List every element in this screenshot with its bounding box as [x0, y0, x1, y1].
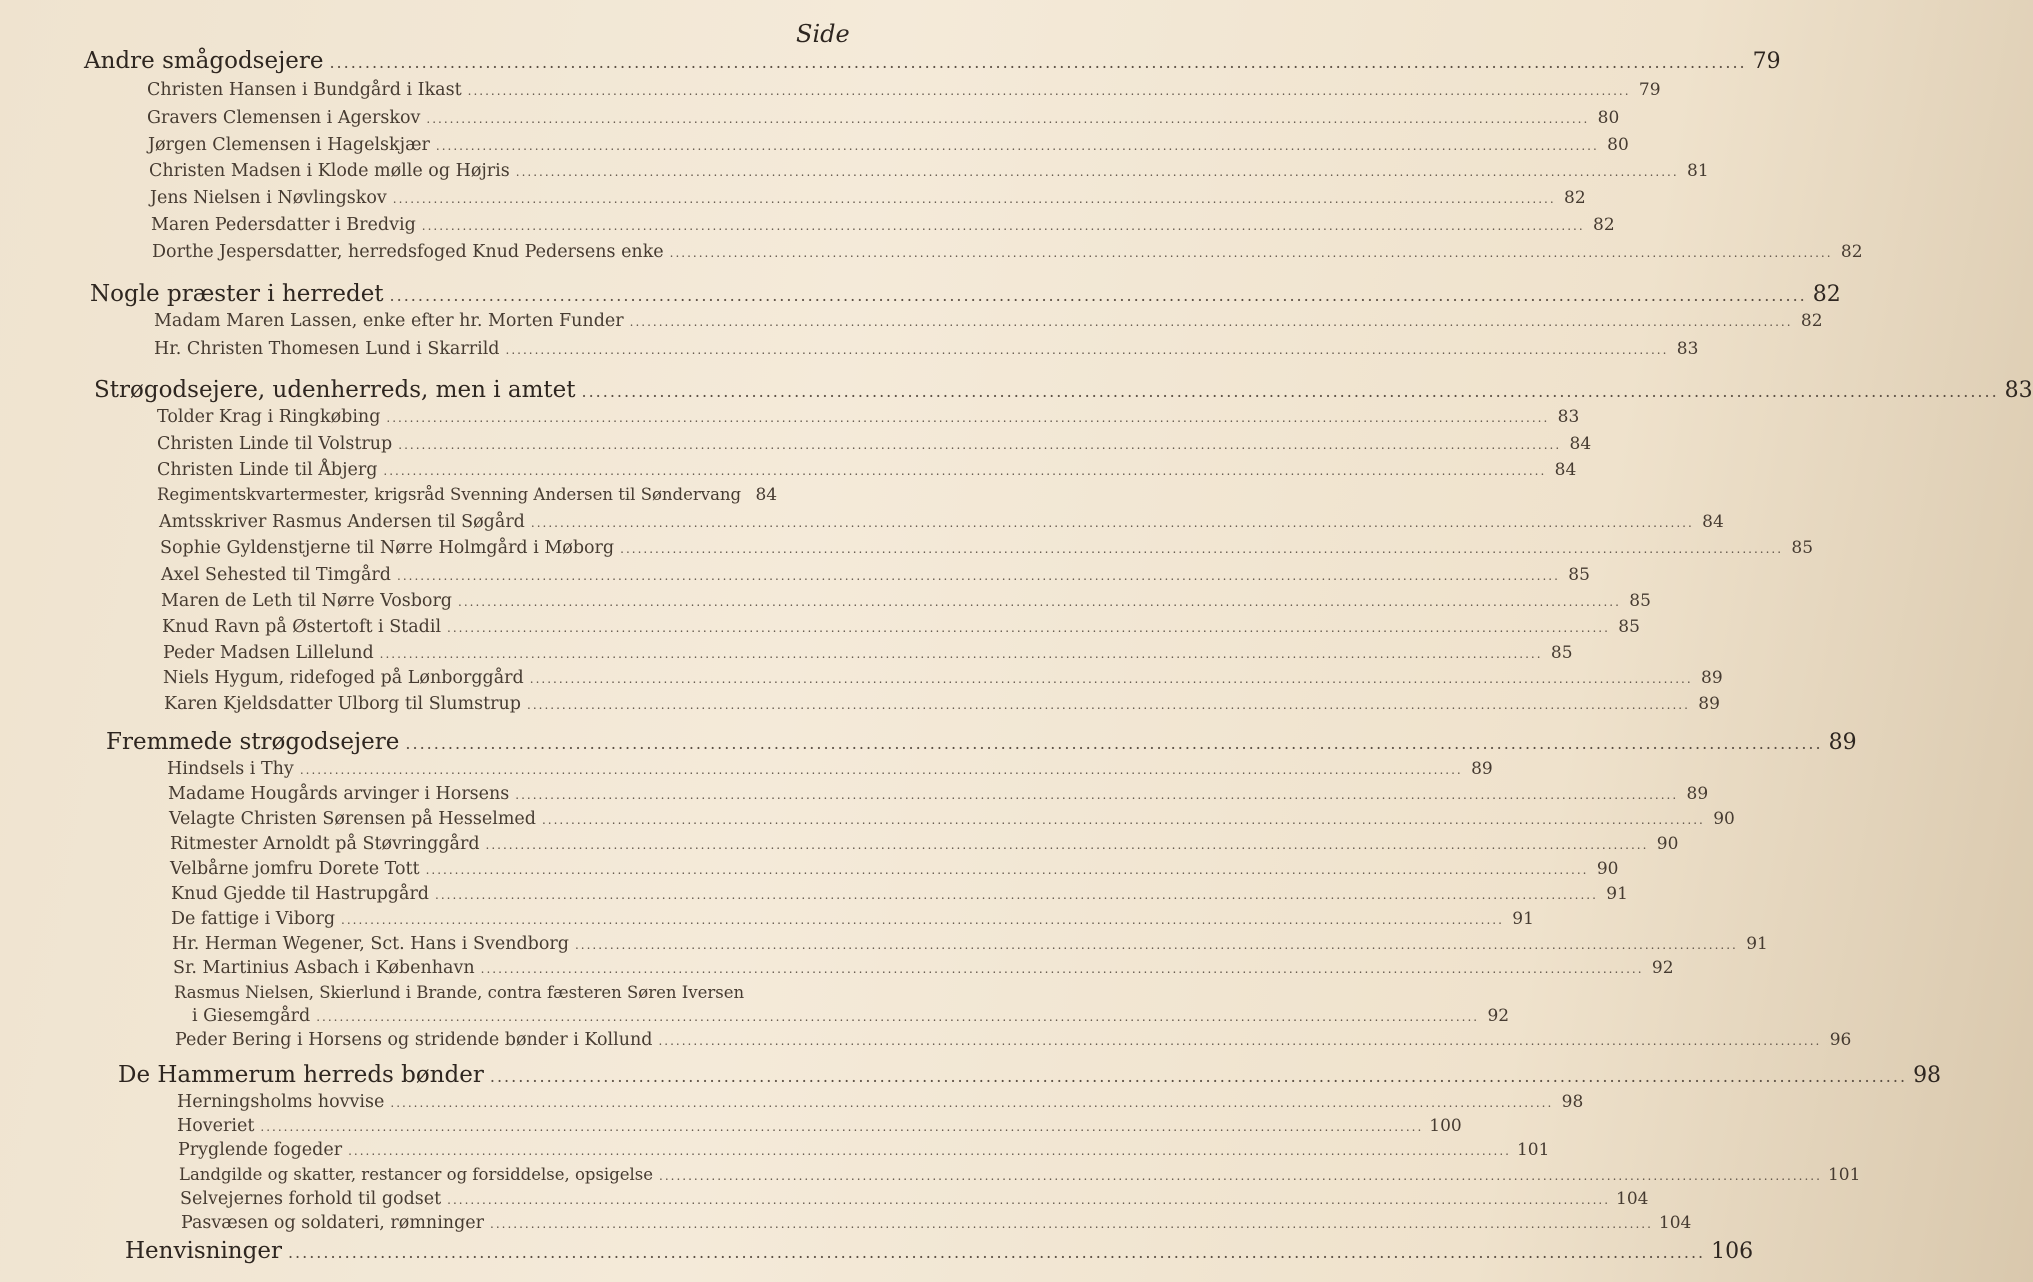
leader-dots: ........................................................................................................................................................................................................: [527, 698, 1690, 712]
toc-entry: [161, 565, 1590, 585]
section-title: Strøgodsejere, udenherreds, men i amtet: [94, 377, 576, 403]
leader-dots: ........................................................................................................................................................................................................: [379, 647, 1543, 661]
entry-title: Amtsskriver Rasmus Andersen til Søgård: [159, 512, 525, 532]
entry-title: Velagte Christen Sørensen på Hesselmed: [169, 809, 536, 829]
leader-dots: ........................................................................................................................................................................................................: [398, 438, 1562, 452]
toc-entry: [147, 108, 1620, 128]
entry-title: De fattige i Viborg: [171, 909, 336, 929]
toc-entry: [180, 1189, 1649, 1209]
entry-title: Pryglende fogeder: [178, 1140, 343, 1160]
entry-title: Hoveriet: [177, 1116, 255, 1136]
leader-dots: ........................................................................................................................................................................................................: [287, 1243, 1706, 1262]
section-title: Henvisninger: [125, 1238, 282, 1264]
entry-page-number: 89: [1698, 694, 1720, 714]
leader-dots: ........................................................................................................................................................................................................: [316, 1010, 1480, 1024]
entry-title: Gravers Clemensen i Agerskov: [147, 108, 421, 128]
leader-dots: ........................................................................................................................................................................................................: [490, 1217, 1653, 1231]
toc-entry: [154, 339, 1699, 359]
entry-title-continuation: i Giesemgård: [192, 1006, 311, 1026]
entry-title: Jens Nielsen i Nøvlingskov: [150, 188, 387, 208]
toc-entry: [173, 958, 1674, 978]
leader-dots: ........................................................................................................................................................................................................: [383, 464, 1547, 478]
toc-entry: [151, 215, 1615, 235]
entry-page-number: 104: [1616, 1189, 1649, 1209]
toc-entry: [160, 538, 1814, 558]
toc-entry: [170, 834, 1679, 854]
leader-dots: ........................................................................................................................................................................................................: [480, 962, 1644, 976]
side-column-label: Side: [796, 20, 850, 48]
leader-dots: ........................................................................................................................................................................................................: [620, 542, 1784, 556]
entry-title: Karen Kjeldsdatter Ulborg til Slumstrup: [164, 694, 521, 714]
entry-page-number: 82: [1840, 242, 1863, 262]
entry-page-number: 89: [1701, 668, 1723, 688]
toc-entry: [170, 859, 1619, 879]
entry-title: Peder Bering i Horsens og stridende bønder i Kollund: [175, 1030, 653, 1050]
toc-entry: [171, 909, 1534, 929]
toc-entry: [164, 694, 1720, 714]
leader-dots: ........................................................................................................................................................................................................: [659, 1169, 1822, 1183]
entry-page-number: 82: [1564, 188, 1586, 208]
leader-dots: ........................................................................................................................................................................................................: [467, 84, 1631, 98]
leader-dots: ........................................................................................................................................................................................................: [299, 763, 1463, 777]
entry-title: Knud Ravn på Østertoft i Stadil: [162, 617, 442, 637]
toc-entry: [168, 784, 1709, 804]
entry-title: Axel Sehested til Timgård: [161, 565, 391, 585]
toc-entry: [162, 617, 1640, 637]
entry-title: Regimentskvartermester, krigsråd Svenning Andersen til Søndervang: [157, 485, 742, 504]
toc-entry: [181, 1213, 1692, 1233]
entry-page-number: 85: [1791, 538, 1814, 558]
toc-entry: [157, 460, 1577, 480]
entry-page-number: 89: [1686, 784, 1709, 804]
leader-dots: ........................................................................................................................................................................................................: [397, 569, 1560, 583]
leader-dots: ........................................................................................................................................................................................................: [435, 139, 1599, 153]
leader-dots: ........................................................................................................................................................................................................: [489, 1067, 1908, 1086]
entry-title: Peder Madsen Lillelund: [163, 643, 374, 663]
entry-page-number: 82: [1800, 311, 1823, 331]
toc-entry: [161, 591, 1651, 611]
entry-page-number: 104: [1658, 1213, 1692, 1233]
entry-title: Christen Hansen i Bundgård i Ikast: [147, 80, 462, 100]
entry-title: Tolder Krag i Ringkøbing: [157, 407, 381, 427]
toc-entry: [149, 161, 1709, 181]
toc-entry: [177, 1092, 1584, 1112]
section-heading: [90, 281, 1841, 307]
entry-title: Ritmester Arnoldt på Støvringgård: [170, 834, 480, 854]
toc-entry: [175, 1030, 1852, 1050]
entry-page-number: 101: [1827, 1165, 1861, 1185]
leader-dots: ........................................................................................................................................................................................................: [529, 672, 1693, 686]
entry-page-number: 84: [1569, 434, 1592, 454]
toc-entry: [152, 242, 1863, 262]
toc-entry: [172, 934, 1768, 954]
entry-page-number: 92: [1487, 1006, 1510, 1026]
section-title: Nogle præster i herredet: [90, 281, 384, 307]
entry-title: Christen Madsen i Klode mølle og Højris: [149, 161, 510, 181]
entry-page-number: 81: [1687, 161, 1709, 181]
leader-dots: ........................................................................................................................................................................................................: [348, 1144, 1511, 1158]
toc-entry: [177, 1116, 1462, 1136]
entry-page-number: 83: [1557, 407, 1580, 427]
leader-dots: ........................................................................................................................................................................................................: [505, 343, 1669, 357]
toc-entry: [171, 884, 1628, 904]
leader-dots: ........................................................................................................................................................................................................: [629, 315, 1793, 329]
entry-page-number: 100: [1429, 1116, 1462, 1136]
leader-dots: ........................................................................................................................................................................................................: [581, 382, 1999, 401]
entry-page-number: 85: [1550, 643, 1573, 663]
toc-entry-wrapped-line: Rasmus Nielsen, Skierlund i Brande, contra fæsteren Søren Iversen: [174, 983, 745, 1002]
entry-page-number: 80: [1607, 135, 1629, 155]
section-title: De Hammerum herreds bønder: [118, 1062, 484, 1088]
leader-dots: ........................................................................................................................................................................................................: [390, 1096, 1554, 1110]
entry-page-number: 79: [1638, 80, 1661, 100]
entry-title: Niels Hygum, ridefoged på Lønborggård: [163, 668, 524, 688]
entry-title: Sophie Gyldenstjerne til Nørre Holmgård i Møborg: [160, 538, 615, 558]
entry-title: Landgilde og skatter, restancer og forsiddelse, opsigelse: [179, 1165, 654, 1184]
section-heading: [94, 377, 2033, 403]
section-page-number: 106: [1711, 1239, 1754, 1264]
leader-dots: ........................................................................................................................................................................................................: [421, 219, 1585, 233]
entry-title: Maren Pedersdatter i Bredvig: [151, 215, 416, 235]
entry-page-number: 91: [1746, 934, 1768, 954]
entry-page-number: 85: [1568, 565, 1590, 585]
entry-title: Herningsholms hovvise: [177, 1092, 385, 1112]
toc-entry: [192, 1006, 1510, 1026]
toc-entry: [169, 809, 1735, 829]
entry-title: Christen Linde til Åbjerg: [157, 460, 378, 480]
toc-entry: [157, 434, 1592, 454]
toc-entry: [154, 311, 1823, 331]
entry-title: Maren de Leth til Nørre Vosborg: [161, 591, 453, 611]
leader-dots: ........................................................................................................................................................................................................: [389, 286, 1807, 305]
toc-entry: [163, 643, 1573, 663]
toc-entry: [147, 80, 1661, 100]
section-page-number: 83: [2004, 378, 2033, 403]
section-heading: [125, 1238, 1754, 1264]
entry-title: Hr. Christen Thomesen Lund i Skarrild: [154, 339, 500, 359]
entry-page-number: 101: [1516, 1140, 1550, 1160]
entry-title: Dorthe Jespersdatter, herredsfoged Knud Pedersens enke: [152, 242, 664, 262]
leader-dots: ........................................................................................................................................................................................................: [329, 53, 1747, 72]
entry-title: Velbårne jomfru Dorete Tott: [170, 859, 420, 879]
leader-dots: ........................................................................................................................................................................................................: [425, 863, 1589, 877]
entry-page-number: 90: [1656, 834, 1679, 854]
leader-dots: ........................................................................................................................................................................................................: [392, 192, 1556, 206]
entry-page-number: 85: [1629, 591, 1651, 611]
entry-page-number: 83: [1676, 339, 1699, 359]
toc-entry: [150, 188, 1586, 208]
toc-entry: [159, 512, 1724, 532]
entry-page-number: 90: [1596, 859, 1619, 879]
entry-page-number: 82: [1593, 215, 1615, 235]
entry-page-number: 96: [1829, 1030, 1852, 1050]
leader-dots: ........................................................................................................................................................................................................: [386, 411, 1550, 425]
leader-dots: ........................................................................................................................................................................................................: [260, 1120, 1424, 1134]
entry-page-number: 91: [1512, 909, 1534, 929]
entry-page-number: 84: [1554, 460, 1577, 480]
section-page-number: 82: [1812, 282, 1841, 307]
entry-page-number: 98: [1561, 1092, 1584, 1112]
leader-dots: ........................................................................................................................................................................................................: [541, 813, 1705, 827]
entry-page-number: 90: [1713, 809, 1735, 829]
entry-title: Madam Maren Lassen, enke efter hr. Morten Funder: [154, 311, 624, 331]
section-title: Andre smågodsejere: [84, 48, 324, 74]
leader-dots: ........................................................................................................................................................................................................: [658, 1034, 1822, 1048]
entry-page-number: 92: [1651, 958, 1674, 978]
section-page-number: 79: [1752, 49, 1781, 74]
entry-title: Christen Linde til Volstrup: [157, 434, 393, 454]
section-heading: [84, 48, 1781, 74]
leader-dots: ........................................................................................................................................................................................................: [485, 838, 1649, 852]
leader-dots: ........................................................................................................................................................................................................: [458, 595, 1621, 609]
leader-dots: ........................................................................................................................................................................................................: [669, 246, 1833, 260]
entry-title: Knud Gjedde til Hastrupgård: [171, 884, 430, 904]
toc-entry: [178, 1140, 1550, 1160]
section-page-number: 98: [1913, 1063, 1942, 1088]
entry-page-number: 84: [1702, 512, 1724, 532]
entry-title: Selvejernes forhold til godset: [180, 1189, 442, 1209]
leader-dots: ........................................................................................................................................................................................................: [515, 165, 1679, 179]
leader-dots: ........................................................................................................................................................................................................: [530, 516, 1694, 530]
section-heading: [106, 729, 1857, 755]
toc-entry: [157, 407, 1580, 427]
section-page-number: 89: [1828, 730, 1857, 755]
leader-dots: ........................................................................................................................................................................................................: [435, 888, 1598, 902]
section-heading: [118, 1062, 1942, 1088]
entry-title: Hindsels i Thy: [167, 759, 294, 779]
entry-page-number: 89: [1471, 759, 1493, 779]
leader-dots: ........................................................................................................................................................................................................: [405, 734, 1823, 753]
entry-title: Sr. Martinius Asbach i København: [173, 958, 475, 978]
toc-entry: [167, 759, 1493, 779]
entry-page-number: 85: [1618, 617, 1640, 637]
leader-dots: ........................................................................................................................................................................................................: [426, 112, 1590, 126]
entry-page-number: 91: [1606, 884, 1628, 904]
entry-title: Pasvæsen og soldateri, rømninger: [181, 1213, 484, 1233]
leader-dots: ........................................................................................................................................................................................................: [447, 621, 1610, 635]
entry-page-number: 84: [755, 485, 778, 505]
toc-entry: [148, 135, 1629, 155]
entry-title: Jørgen Clemensen i Hagelskjær: [148, 135, 430, 155]
toc-entry: [163, 668, 1723, 688]
entry-page-number: 80: [1597, 108, 1620, 128]
leader-dots: ........................................................................................................................................................................................................: [447, 1193, 1611, 1207]
entry-title: Hr. Herman Wegener, Sct. Hans i Svendborg: [172, 934, 569, 954]
toc-entry: [157, 485, 777, 505]
entry-title: Madame Hougårds arvinger i Horsens: [168, 784, 510, 804]
leader-dots: ........................................................................................................................................................................................................: [574, 938, 1738, 952]
leader-dots: ........................................................................................................................................................................................................: [515, 788, 1679, 802]
leader-dots: ........................................................................................................................................................................................................: [341, 913, 1504, 927]
toc-entry: [179, 1165, 1861, 1185]
section-title: Fremmede strøgodsejere: [106, 729, 400, 755]
